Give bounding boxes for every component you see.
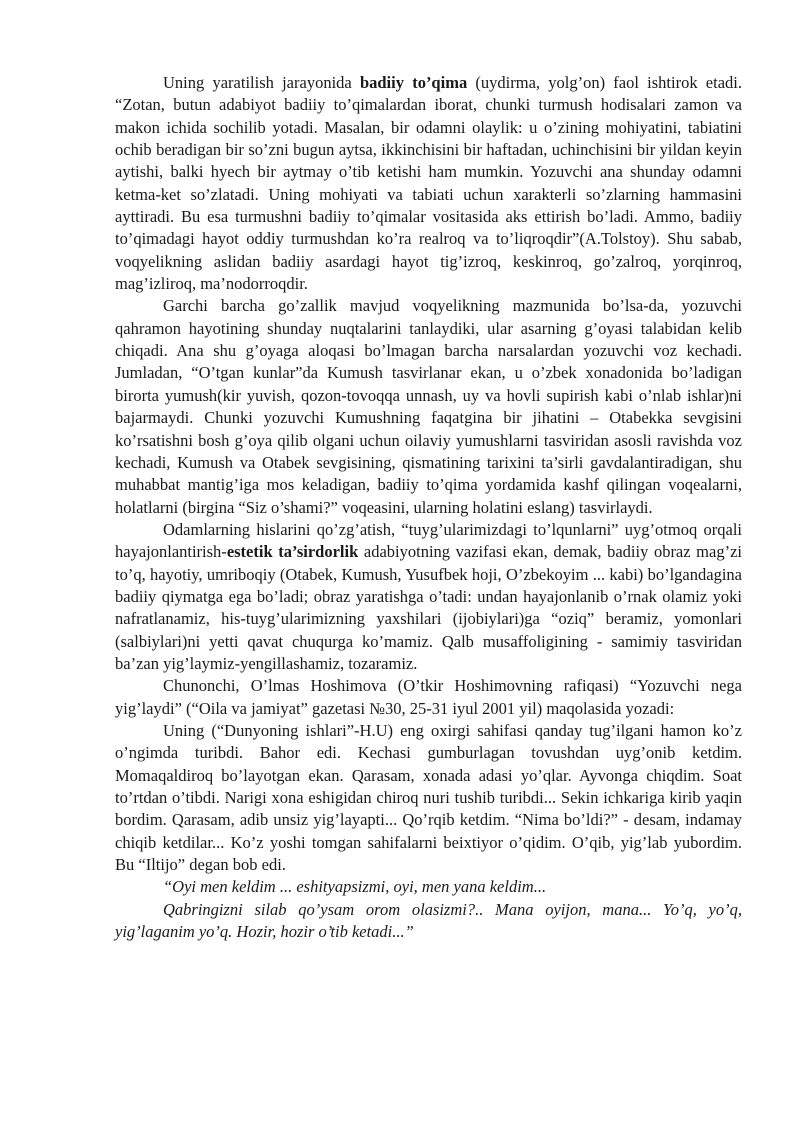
quote-text: Qabringizni silab qo’ysam orom olasizmi?.. Mana oyijon, mana... Yo’q, yo’q, yig’laganim yo’q. Hozir, hozir o’tib ketadi...” [115, 899, 742, 942]
text-segment: Uning (“Dunyoning ishlari”-H.U) eng oxirgi sahifasi qanday tug’ilgani hamon ko’z o’ngimda turibdi. Bahor edi. Kechasi gumburlagan tovushdan uyg’onib ketdim. Momaqaldiroq bo’layotgan ekan. Qarasam, xonada adasi yo’qlar. Ayvonga chiqdim. Soat to’rtdan o’tibdi. Narigi xona eshigidan chiroq nuri tushib turibdi... Sekin ichkariga kirib yaqin bordim. Qarasam, adib unsiz yig’layapti... Qo’rqib ketdim. “Nima bo’ldi?” - desam, indamay chiqib ketdilar... Ko’z yoshi tomgan sahifalarni beixtiyor o’qidim. O’qib, yig’lab yubordim. Bu “Iltijo” degan bob edi. [115, 720, 742, 875]
quote-text: “Oyi men keldim ... eshityapsizmi, oyi, men yana keldim... [163, 877, 547, 897]
text-segment: Garchi barcha go’zallik mavjud voqyelikning mazmunida bo’lsa-da, yozuvchi qahramon hayotining shunday nuqtalarini tanlaydiki, ular asarning g’oyasi talabidan kelib chiqadi. Ana shu g’oyaga aloqasi bo’lmagan barcha narsalardan yozuvchi voz kechadi. Jumladan, “O’tgan kunlar”da Kumush tasvirlanar ekan, u o’zbek xonadonida bo’ladigan birorta yumush(kir yuvish, qozon-tovoqqa unnash, uy va hovli supirish kabi o’nlab ishlar)ni bajarmaydi. Chunki yozuvchi Kumushning faqatgina bir jihatini – Otabekka sevgisini ko’rsatishni bosh g’oya qilib olgani uchun oilaviy yumushlarni tasviridan asosli ravishda voz kechadi, Kumush va Otabek sevgisining, qismatining tarixini ta’sirli gavdalantiradigan, shu muhabbat mantig’iga mos keladigan, badiiy to’qima yordamida kashf qilingan voqealarni, holatlarni (birgina “Siz o’shami?” voqeasini, ularning holatini eslang) tasvirlaydi. [115, 296, 742, 517]
quote-paragraph-1 [115, 876, 742, 898]
paragraph-5 [115, 720, 742, 876]
paragraph-1 [115, 72, 742, 295]
text-segment: adabiyotning vazifasi ekan, demak, badiiy obraz mag’zi to’q, hayotiy, umriboqiy (Otabek, Kumush, Yusufbek hoji, O’zbekoyim ... kabi) bo’lgandagina badiiy qiymatga ega bo’ladi; obraz yaratishga o’tadi: undan hayajonlanib o’rnak olamiz yoki nafratlanamiz, his-tuyg’ularimizning yaxshilari (ijobiylari)ga “oziq” beramiz, yomonlari (salbiylari)ni yetti qavat chuqurga ko’mamiz. Qalb musaffoligining - samimiy tasviridan ba’zan yig’laymiz-yengillashamiz, tozaramiz. [115, 542, 742, 673]
bold-term: badiiy to’qima [359, 73, 468, 92]
text-segment: Chunonchi, O’lmas Hoshimova (O’tkir Hoshimovning rafiqasi) “Yozuvchi nega yig’laydi” (“Oila va jamiyat” gazetasi №30, 25-31 iyul 2001 yil) maqolasida yozadi: [115, 676, 742, 718]
document-page [115, 72, 742, 943]
paragraph-2 [115, 295, 742, 518]
text-segment: (uydirma, yolg’on) faol ishtirok etadi. “Zotan, butun adabiyot badiiy to’qimalardan iborat, chunki turmush hodisalari zamon va makon ichida sochilib yotadi. Masalan, bir odamni olaylik: u o’zining mohiyatini, tabiatini ochib beradigan bir so’zni bugun aytsa, ikkinchisini bir haftadan, uchinchisini bir yildan keyin aytishi, balki hyech bir aytmay o’tib ketishi ham mumkin. Yozuvchi ana shunday odamni ketma-ket so’zlatadi. Uning mohiyati va tabiati uchun xarakterli so’zlarning hammasini ayttiradi. Bu esa turmushni badiiy to’qimalar vositasida aks ettirish bo’ladi. Ammo, badiiy to’qimadagi hayot oddiy turmushdan ko’ra realroq va to’liqroqdir”(A.Tolstoy). Shu sabab, voqyelikning aslidan badiiy asardagi hayot tig’izroq, keskinroq, go’zalroq, yorqinroq, mag’izliroq, ma’nodorroqdir. [115, 73, 742, 294]
text-segment: Odamlarning hislarini qo’zg’atish, “tuyg’ularimizdagi to’lqunlarni” uyg’otmoq orqali hayajonlantirish- [115, 519, 742, 562]
paragraph-3 [115, 519, 742, 675]
paragraph-4 [115, 675, 742, 720]
bold-term: estetik ta’sirdorlik [226, 542, 359, 562]
quote-paragraph-2 [115, 899, 742, 944]
text-segment: Uning yaratilish jarayonida [163, 73, 360, 92]
